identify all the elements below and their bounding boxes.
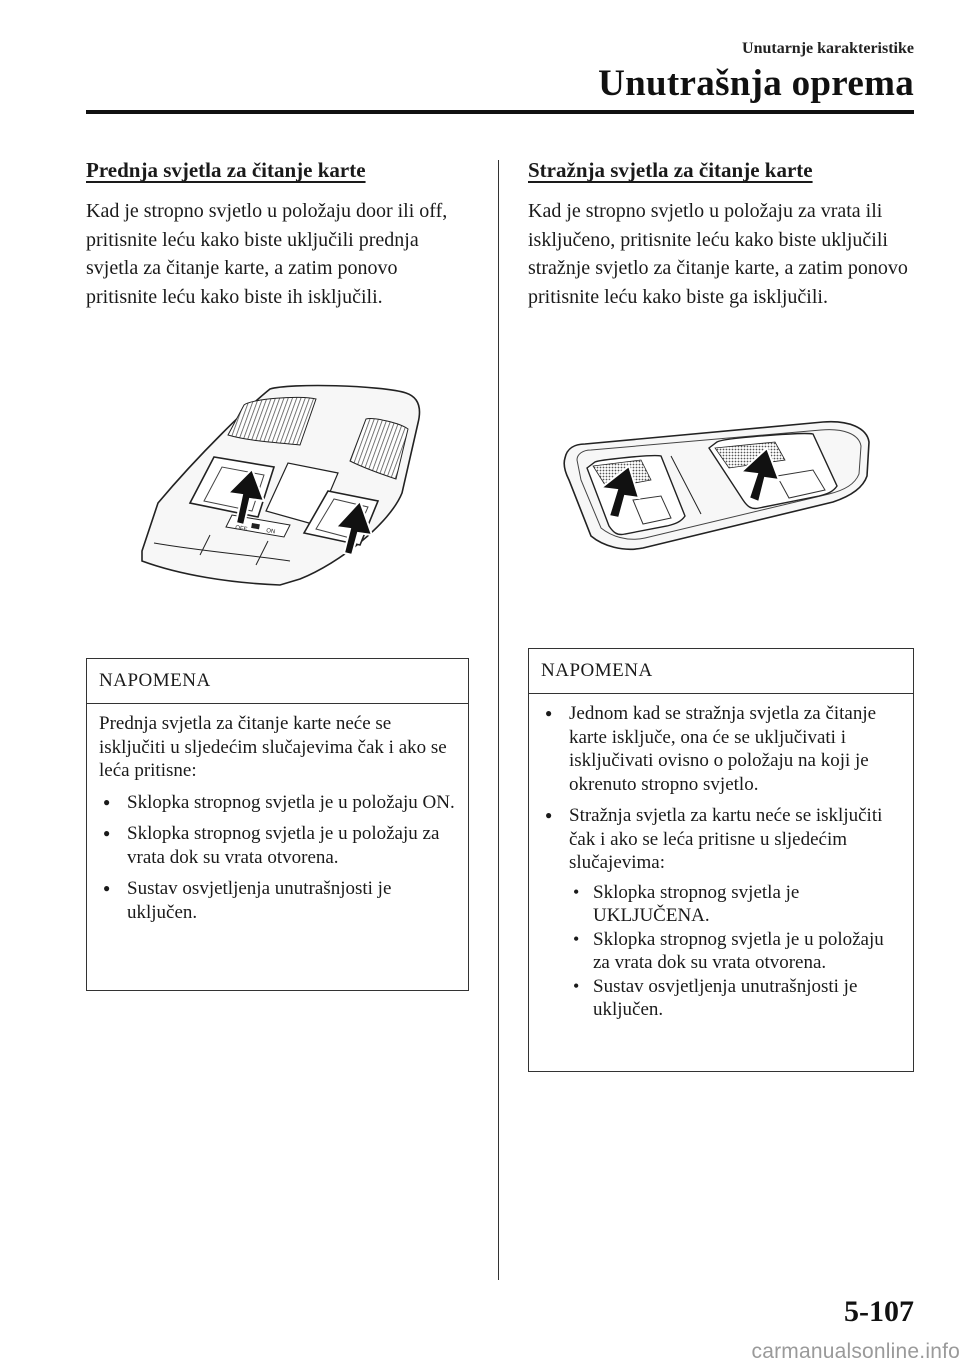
note-intro: Prednja svjetla za čitanje karte neće se isključiti u sljedećim slučajevima čak i ako se leća pritisne: xyxy=(99,712,456,783)
note-box-rear xyxy=(528,648,914,1072)
rear-map-lights-paragraph: Kad je stropno svjetlo u položaju za vrata ili isključeno, pritisnite leću kako biste uključili stražnje svjetlo za čitanje karte, a zatim ponovo pritisnite leću kako biste ga isključili. xyxy=(528,197,914,311)
note-title: NAPOMENA xyxy=(87,659,468,704)
note-bullet: ● Sklopka stropnog svjetla je u položaju ON. xyxy=(99,791,456,815)
column-divider xyxy=(498,160,499,1280)
chapter-title: Unutarnje karakteristike xyxy=(742,40,914,58)
right-column xyxy=(528,155,914,311)
switch-off-label: OFF xyxy=(235,525,248,533)
note-bullet: ● Sklopka stropnog svjetla je u položaju za vrata dok su vrata otvorena. xyxy=(99,822,456,869)
rear-map-lights-heading: Stražnja svjetla za čitanje karte xyxy=(528,155,914,185)
note-box-front xyxy=(86,658,469,991)
note-sub-bullet: • Sustav osvjetljenja unutrašnjosti je uključen. xyxy=(541,975,901,1022)
switch-on-label: ON xyxy=(266,528,276,535)
note-bullet: ● Sustav osvjetljenja unutrašnjosti je uključen. xyxy=(99,877,456,924)
front-map-light-illustration xyxy=(140,383,422,593)
note-sub-bullet: • Sklopka stropnog svjetla je u položaju za vrata dok su vrata otvorena. xyxy=(541,928,901,975)
note-bullet: ● Jednom kad se stražnja svjetla za čitanje karte isključe, ona će se uključivati i isključivati ovisno o položaju na koji je okrenuto stropno svjetlo. xyxy=(541,702,901,796)
front-map-lights-paragraph: Kad je stropno svjetlo u položaju door ili off, pritisnite leću kako biste uključili prednja svjetla za čitanje karte, a zatim ponovo pritisnite leću kako biste ih isključili. xyxy=(86,197,470,311)
note-title: NAPOMENA xyxy=(529,649,913,694)
front-map-lights-heading: Prednja svjetla za čitanje karte xyxy=(86,155,470,185)
page-number: 5-107 xyxy=(844,1295,914,1329)
watermark: carmanualsonline.info xyxy=(752,1340,960,1364)
note-sub-bullet: • Sklopka stropnog svjetla je UKLJUČENA. xyxy=(541,881,901,928)
section-title: Unutrašnja oprema xyxy=(598,62,914,105)
note-bullet: ● Stražnja svjetla za kartu neće se isključiti čak i ako se leća pritisne u sljedećim slučajevima: xyxy=(541,804,901,875)
left-column xyxy=(86,155,470,311)
rear-map-light-illustration xyxy=(563,418,873,558)
header-rule xyxy=(86,110,914,114)
